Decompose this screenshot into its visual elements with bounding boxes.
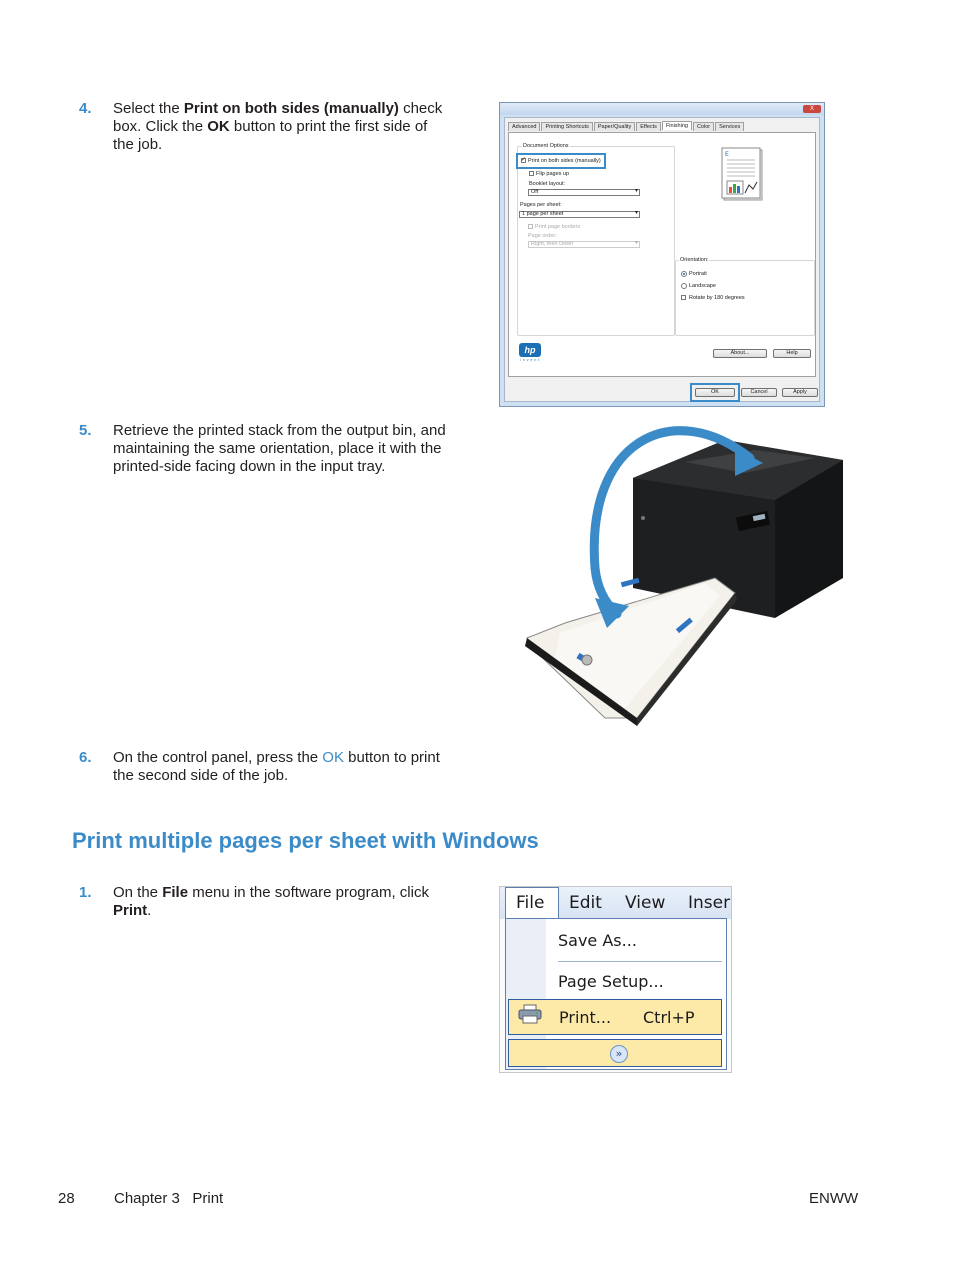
hp-logo: hp <box>519 343 541 357</box>
section-title: Print multiple pages per sheet with Windows <box>72 828 539 853</box>
booklet-layout-select[interactable]: Off ▾ <box>528 189 640 196</box>
landscape-radio[interactable] <box>681 283 687 289</box>
tab-printing-shortcuts[interactable]: Printing Shortcuts <box>541 122 592 131</box>
tab-color[interactable]: Color <box>693 122 714 131</box>
step-1 <box>79 884 449 920</box>
cancel-button[interactable]: Cancel <box>741 388 777 397</box>
print-page-borders-label: Print page borders <box>535 224 581 230</box>
printer-icon <box>518 1004 542 1024</box>
expand-menu-row[interactable] <box>508 1039 722 1067</box>
tab-paper-quality[interactable]: Paper/Quality <box>594 122 635 131</box>
rotate-180-checkbox[interactable] <box>681 295 686 300</box>
step-text: Retrieve the printed stack from the output bin, and maintaining the same orientation, place it with the printed-side facing down in the input tray. <box>113 422 446 475</box>
menu-item-print[interactable] <box>508 999 722 1035</box>
page-order-select[interactable]: Right, then Down ▾ <box>528 241 640 248</box>
file-menu-screenshot <box>499 886 732 1073</box>
pages-per-sheet-label: Pages per sheet: <box>520 202 562 208</box>
orientation-label: Orientation: <box>680 257 709 263</box>
step-4 <box>79 100 449 154</box>
portrait-label: Portrait <box>689 271 707 277</box>
document-options-label: Document Options <box>523 143 569 149</box>
tab-effects[interactable]: Effects <box>636 122 661 131</box>
flip-pages-checkbox[interactable] <box>529 171 534 176</box>
ok-button[interactable]: OK <box>695 388 735 397</box>
print-label: Print... <box>559 1008 612 1027</box>
finishing-panel <box>508 132 816 377</box>
tab-services[interactable]: Services <box>715 122 744 131</box>
printer-tray-illustration <box>525 418 845 730</box>
page-number: 28 <box>58 1190 75 1207</box>
menu-insert[interactable]: Inser <box>688 893 731 913</box>
print-shortcut: Ctrl+P <box>643 1008 695 1027</box>
svg-text:E: E <box>725 151 729 158</box>
dialog-titlebar <box>500 103 824 115</box>
step-text: Select the Print on both sides (manually) check box. Click the OK button to print the first side of the job. <box>113 100 443 153</box>
ok-button-reference: OK <box>322 749 344 766</box>
rotate-180-label: Rotate by 180 degrees <box>689 295 745 301</box>
tab-advanced[interactable]: Advanced <box>508 122 540 131</box>
chapter-label: Chapter 3 Print <box>114 1190 224 1207</box>
tab-finishing[interactable]: Finishing <box>662 121 692 130</box>
apply-button[interactable]: Apply <box>782 388 818 397</box>
booklet-layout-label: Booklet layout: <box>529 181 566 187</box>
print-both-sides-checkbox[interactable] <box>521 158 526 163</box>
menu-file[interactable]: File <box>516 893 545 913</box>
portrait-radio[interactable] <box>681 271 687 277</box>
print-both-sides-label: Print on both sides (manually) <box>528 158 601 164</box>
footer-right: ENWW <box>809 1190 859 1207</box>
menu-item-save-as[interactable]: Save As... <box>558 931 637 950</box>
flip-pages-label: Flip pages up <box>536 171 570 177</box>
pages-per-sheet-select[interactable]: 1 page per sheet ▾ <box>519 211 640 218</box>
page-order-label: Page order: <box>528 233 557 239</box>
step-text: On the control panel, press the OK button to print the second side of the job. <box>113 749 440 784</box>
step-number: 1. <box>79 884 92 901</box>
page-preview-image <box>721 147 765 203</box>
print-page-borders-checkbox[interactable] <box>528 224 533 229</box>
step-number: 6. <box>79 749 92 766</box>
help-button[interactable]: Help <box>773 349 811 358</box>
hp-invent-text: invent <box>520 358 542 362</box>
menu-edit[interactable]: Edit <box>569 893 602 913</box>
file-dropdown <box>505 918 727 1070</box>
chevron-down-icon[interactable]: » <box>610 1045 628 1063</box>
step-6 <box>79 749 449 785</box>
step-5 <box>79 422 449 476</box>
printing-preferences-dialog <box>499 102 825 407</box>
about-button[interactable]: About... <box>713 349 767 358</box>
landscape-label: Landscape <box>689 283 716 289</box>
menu-view[interactable]: View <box>625 893 666 913</box>
close-button[interactable]: X <box>803 105 821 113</box>
step-text: On the File menu in the software program, click Print. <box>113 884 429 919</box>
menu-item-page-setup[interactable]: Page Setup... <box>558 972 664 991</box>
step-number: 5. <box>79 422 92 439</box>
step-number: 4. <box>79 100 92 117</box>
tab-strip <box>508 122 745 131</box>
